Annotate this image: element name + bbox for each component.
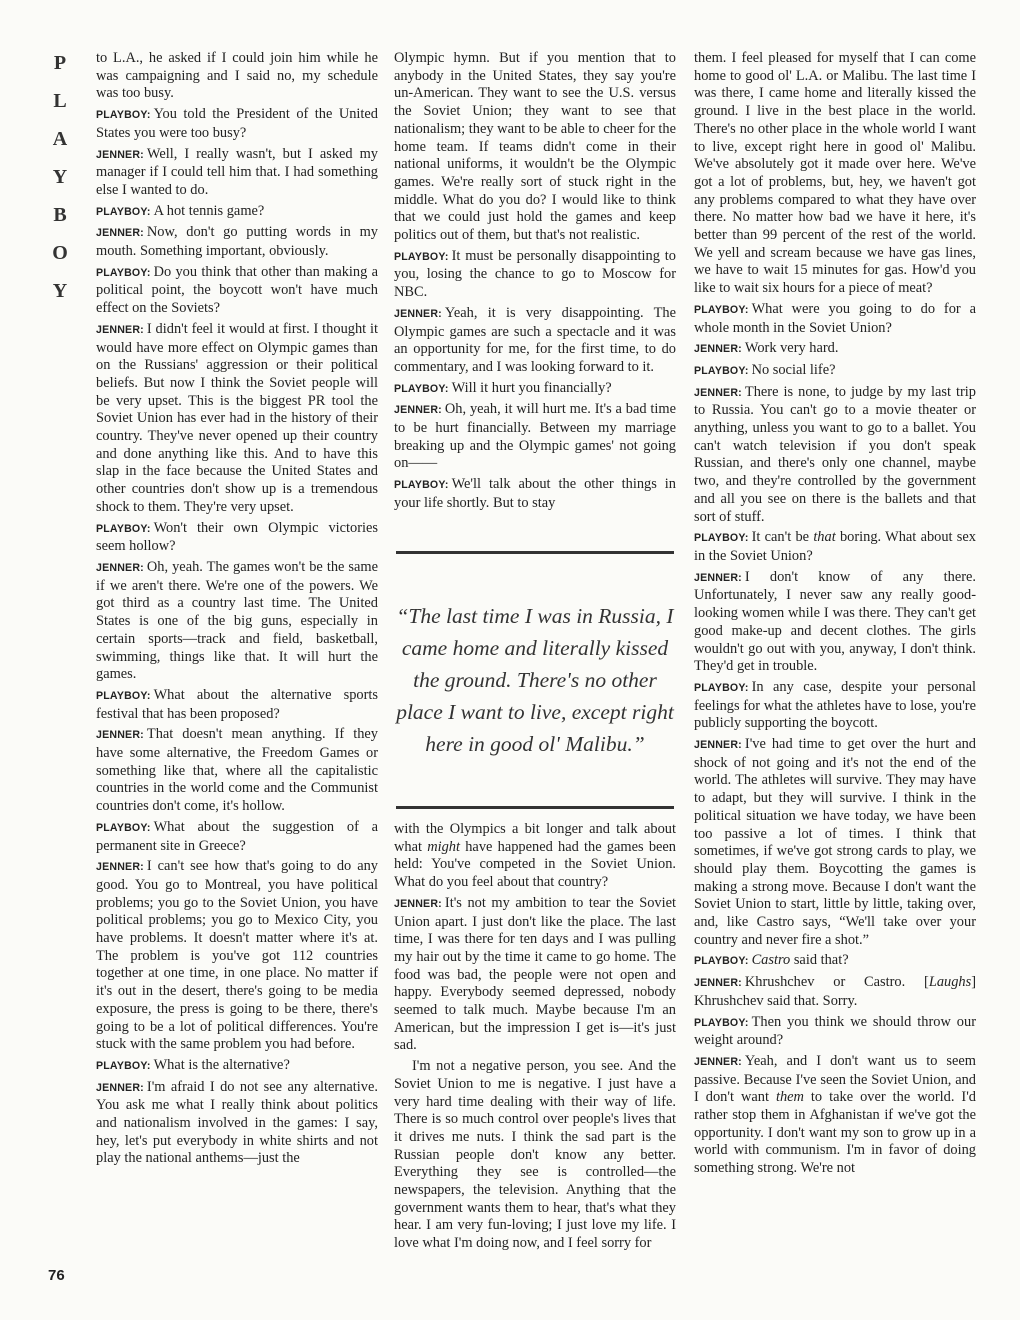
body-text: I'm afraid I do not see any alternative. You ask me what I really think about politics and nationalism involved in the games: I say, hey, let's put everybody in white shirts and not play the national anthems—just the: [96, 1078, 378, 1167]
body-text: It's not my ambition to tear the Soviet Union apart. I just don't like the place. The last time, I was there for ten days and I was pulling my hair out by the time it came to go home. The food was bad, the people were not open and happy. Everybody seemed depressed, nobody seemed to talk much. Maybe because I'm an American, but the impression I get is—it's just sad.: [394, 894, 676, 1054]
body-text: There is none, to judge by my last trip to Russia. You can't go to a movie theater or anything, unless you want to go to a ballet. You can't watch television if you don't speak Russian, and there's only one channel, maybe two, and they're controlled by the government and all you see on there is the ballets and that sort of stuff.: [694, 383, 976, 525]
body-text: ] Khrushchev said that. Sorry.: [694, 974, 976, 1009]
jenner-paragraph: [96, 858, 378, 1054]
running-head: [40, 44, 80, 310]
paragraph: [394, 1058, 676, 1253]
playboy-paragraph: [394, 380, 676, 399]
column-2-top: [394, 50, 676, 516]
playboy-paragraph: [694, 679, 976, 733]
italic-text: Castro: [751, 952, 791, 969]
speaker-label: JENNER:: [96, 861, 144, 874]
italic-text: them: [775, 1089, 804, 1106]
speaker-label: PLAYBOY:: [694, 303, 749, 316]
speaker-label: JENNER:: [694, 386, 742, 399]
playboy-paragraph: [96, 687, 378, 723]
paragraph: [394, 821, 676, 892]
body-text: boring. What about sex in the Soviet Union?: [694, 529, 976, 564]
playboy-paragraph: [96, 203, 378, 222]
speaker-label: JENNER:: [694, 977, 742, 990]
body-text: them. I feel pleased for myself that I can come home to good ol' L.A. or Malibu. The last time I was there, I came home and literally kissed the ground. I live in the best place in the world. There's no other place in the whole world I want to live, except right here in good ol' Malibu. We've absolutely got it made over here. We've got a lot of problems, but, hey, we haven't got any problems compared to what they have over there. No matter how bad we have it here, it's better than 99 percent of the rest of the world. We yell and scream because we have gas lines, we have to wait 15 minutes for gas. How'd you like to wait six hours for a piece of meat?: [694, 50, 976, 297]
body-text: What about the alternative sports festival that has been proposed?: [96, 686, 378, 722]
column-2-bottom: [394, 821, 676, 1256]
playboy-paragraph: [96, 1057, 378, 1076]
paragraph: [96, 50, 378, 103]
body-text: Olympic hymn. But if you mention that to anybody in the United States, they say you're un-American. They want to see the U.S. versus the Soviet Union; they want to see that nationalism; they want to be able to cheer for the home team. If teams didn't come in their national uniforms, it wouldn't be the Olympic games. We're really sort of stuck right in the middle. What do you do? I would like to think that we could just hold the games and keep politics out of them, but that's not realistic.: [394, 50, 676, 244]
jenner-paragraph: [96, 146, 378, 200]
playboy-paragraph: [96, 106, 378, 142]
speaker-label: JENNER:: [694, 571, 742, 584]
speaker-label: PLAYBOY:: [96, 109, 151, 122]
body-text: said that?: [790, 952, 849, 969]
running-head-letter: O: [52, 242, 68, 264]
speaker-label: PLAYBOY:: [96, 821, 151, 834]
body-text: Now, don't go putting words in my mouth. Something important, obviously.: [96, 224, 378, 260]
body-text: with the Olympics a bit longer and talk about what: [394, 821, 676, 855]
body-text: In any case, despite your personal feelings for what the athletes have to lose, you're publicly supporting the boycott.: [694, 678, 976, 732]
jenner-paragraph: [394, 305, 676, 377]
pull-quote: [396, 551, 674, 809]
speaker-label: JENNER:: [96, 323, 144, 336]
body-text: What about the suggestion of a permanent site in Greece?: [96, 818, 378, 854]
speaker-label: PLAYBOY:: [96, 689, 151, 702]
speaker-label: PLAYBOY:: [394, 382, 449, 395]
running-head-letter: L: [53, 90, 67, 112]
body-text: I didn't feel it would at first. I thought it would have more effect on Olympic games than on the Russians' aggression or their political beliefs. But now I think the Soviet people will be very upset. This is the biggest PR tool the Soviet Union has ever had in the history of their country. They've never opened up their country and done anything like this. And to have this slap in the face because the United States and other countries don't show up is a tremendous shock to them. They're very upset.: [96, 320, 378, 515]
body-text: Won't their own Olympic victories seem hollow?: [96, 519, 378, 555]
jenner-paragraph: [694, 340, 976, 359]
body-text: We'll talk about the other things in your life shortly. But to stay: [394, 476, 676, 511]
body-text: Khrushchev or Castro. [: [744, 974, 929, 991]
body-text: What is the alternative?: [153, 1056, 290, 1073]
body-text: You told the President of the United States you were too busy?: [96, 106, 378, 141]
body-text: Do you think that other than making a political point, the boycott won't have much effect on the Soviets?: [96, 263, 378, 317]
speaker-label: JENNER:: [96, 729, 144, 742]
paragraph: [394, 50, 676, 245]
speaker-label: JENNER:: [394, 404, 442, 417]
body-text: I don't know of any there. Unfortunately, I never saw any really good-looking women while I was there. They can't get good make-up and decent clothes. The girls wouldn't go out with you, anyway, I don't think. They'd get in trouble.: [694, 568, 976, 675]
body-text: Yeah, and I don't want us to seem passive. Because I've seen the Soviet Union, and I don't want: [694, 1052, 976, 1106]
italic-text: Laughs: [928, 974, 972, 991]
playboy-paragraph: [394, 476, 676, 512]
jenner-paragraph: [694, 974, 976, 1010]
body-text: Will it hurt you financially?: [451, 379, 612, 396]
body-text: have happened had the games been held: You've competed in the Soviet Union. What do you feel about that country?: [394, 838, 676, 891]
speaker-label: PLAYBOY:: [694, 1016, 749, 1029]
jenner-paragraph: [96, 559, 378, 684]
playboy-paragraph: [694, 952, 976, 971]
jenner-paragraph: [394, 895, 676, 1055]
running-head-letter: Y: [52, 280, 68, 302]
speaker-label: PLAYBOY:: [394, 479, 449, 492]
playboy-paragraph: [96, 264, 378, 318]
speaker-label: JENNER:: [96, 148, 144, 161]
speaker-label: PLAYBOY:: [96, 522, 151, 535]
body-text: What were you going to do for a whole month in the Soviet Union?: [694, 300, 976, 336]
playboy-paragraph: [96, 520, 378, 556]
running-head-letter: P: [53, 52, 67, 74]
body-text: Then you think we should throw our weight around?: [694, 1013, 976, 1049]
speaker-label: PLAYBOY:: [694, 364, 749, 377]
italic-text: might: [427, 838, 460, 855]
italic-text: that: [813, 529, 836, 546]
playboy-paragraph: [694, 362, 976, 381]
playboy-paragraph: [694, 1014, 976, 1050]
jenner-paragraph: [96, 726, 378, 816]
running-head-letter: B: [53, 204, 67, 226]
column-1: [96, 50, 378, 1171]
body-text: Oh, yeah. The games won't be the same if we aren't there. We're one of the powers. We got third as a country last time. The United States is one of the big guns, especially in certain sports—track and field, basketball, swimming, things like that. It will hurt the games.: [96, 558, 378, 683]
body-text: to take over the world. I'd rather stop them in Afghanistan if we've got the opportunity. I don't want my son to grow up in a world with communism. I'm in favor of doing something strong. We're not: [694, 1089, 976, 1177]
playboy-paragraph: [694, 529, 976, 565]
speaker-label: PLAYBOY:: [694, 681, 749, 694]
jenner-paragraph: [96, 224, 378, 260]
jenner-paragraph: [96, 321, 378, 517]
speaker-label: PLAYBOY:: [694, 955, 749, 968]
jenner-paragraph: [694, 736, 976, 949]
body-text: No social life?: [751, 361, 836, 378]
speaker-label: JENNER:: [694, 1055, 742, 1068]
speaker-label: JENNER:: [394, 307, 442, 320]
speaker-label: JENNER:: [96, 1081, 144, 1094]
body-text: That doesn't mean anything. If they have some alternative, the Freedom Games or something like that, where all the capitalistic countries in the world come and the Communist countries don't come, it's hollow.: [96, 726, 378, 815]
body-text: It must be personally disappointing to you, losing the chance to go to Moscow for NBC.: [394, 247, 676, 301]
body-text: Work very hard.: [744, 340, 839, 357]
body-text: Oh, yeah, it will hurt me. It's a bad time to be hurt financially. Between my marriage breaking up and the Olympic games' not going on——: [394, 401, 676, 472]
playboy-paragraph: [394, 248, 676, 302]
running-head-letter: Y: [52, 166, 68, 188]
speaker-label: JENNER:: [694, 343, 742, 356]
running-head-letter: A: [52, 128, 68, 150]
jenner-paragraph: [694, 384, 976, 527]
paragraph: [694, 50, 976, 298]
pull-quote-text: “The last time I was in Russia, I came home and literally kissed the ground. There's no other place I want to live, except right here in good ol' Malibu.”: [396, 604, 674, 756]
speaker-label: PLAYBOY:: [96, 266, 151, 279]
speaker-label: PLAYBOY:: [96, 1059, 151, 1072]
body-text: I'm not a negative person, you see. And the Soviet Union to me is negative. I just have a very hard time dealing with their way of life. There is so much control over people's lives that it drives me nuts. I think the sad part is the Russian people don't know any better. Everything they see is controlled—the newspapers, the television. Anything that the government wants them to hear, that's what they hear. I am very fun-loving; I just love my life. I love what I'm doing now, and I feel sorry for: [394, 1058, 676, 1252]
speaker-label: JENNER:: [96, 227, 144, 240]
speaker-label: JENNER:: [394, 897, 442, 910]
speaker-label: PLAYBOY:: [694, 532, 749, 545]
jenner-paragraph: [96, 1079, 378, 1169]
page-number: 76: [48, 1267, 65, 1284]
jenner-paragraph: [394, 401, 676, 473]
jenner-paragraph: [694, 1053, 976, 1178]
column-3: [694, 50, 976, 1181]
body-text: A hot tennis game?: [153, 202, 265, 219]
playboy-paragraph: [694, 301, 976, 337]
body-text: I can't see how that's going to do any good. You go to Montreal, you have political problems; you go to the Soviet Union, you have political problems; you go to Mexico City, you have problems. It doesn't matter where it's at. The problem is you've got 112 countries together at one time, in one place. No matter if it's out in the desert, there's going to be media exposure, the press is going to be there, there's going to be a lot of political differences. You're stuck with the same problem you had before.: [96, 858, 378, 1053]
body-text: It can't be: [751, 529, 814, 546]
body-text: Yeah, it is very disappointing. The Olympic games are such a spectacle and it was an opportunity for me, for the first time, to do commentary, and I was looking forward to it.: [394, 304, 676, 375]
playboy-paragraph: [96, 819, 378, 855]
speaker-label: PLAYBOY:: [96, 205, 151, 218]
body-text: Well, I really wasn't, but I asked my manager if I could tell him that. I had something else I wanted to do.: [96, 145, 378, 198]
body-text: to L.A., he asked if I could join him while he was campaigning and I said no, my schedule was too busy.: [96, 50, 378, 102]
speaker-label: PLAYBOY:: [394, 250, 449, 263]
speaker-label: JENNER:: [694, 739, 742, 752]
jenner-paragraph: [694, 569, 976, 676]
speaker-label: JENNER:: [96, 561, 144, 574]
body-text: I've had time to get over the hurt and shock of not going and it's not the end of the world. The athletes will survive. They may have to adapt, but they will survive. I think in the political situation we have today, we have been too passive a lot of times. I think that sometimes, if we've got strong cards to play, we should play them. Boycotting the games is making a strong move. Because I don't want the Soviet Union to start, little by little, taking over, and, like Castro says, “We'll take over your country and never fire a shot.”: [694, 736, 976, 948]
